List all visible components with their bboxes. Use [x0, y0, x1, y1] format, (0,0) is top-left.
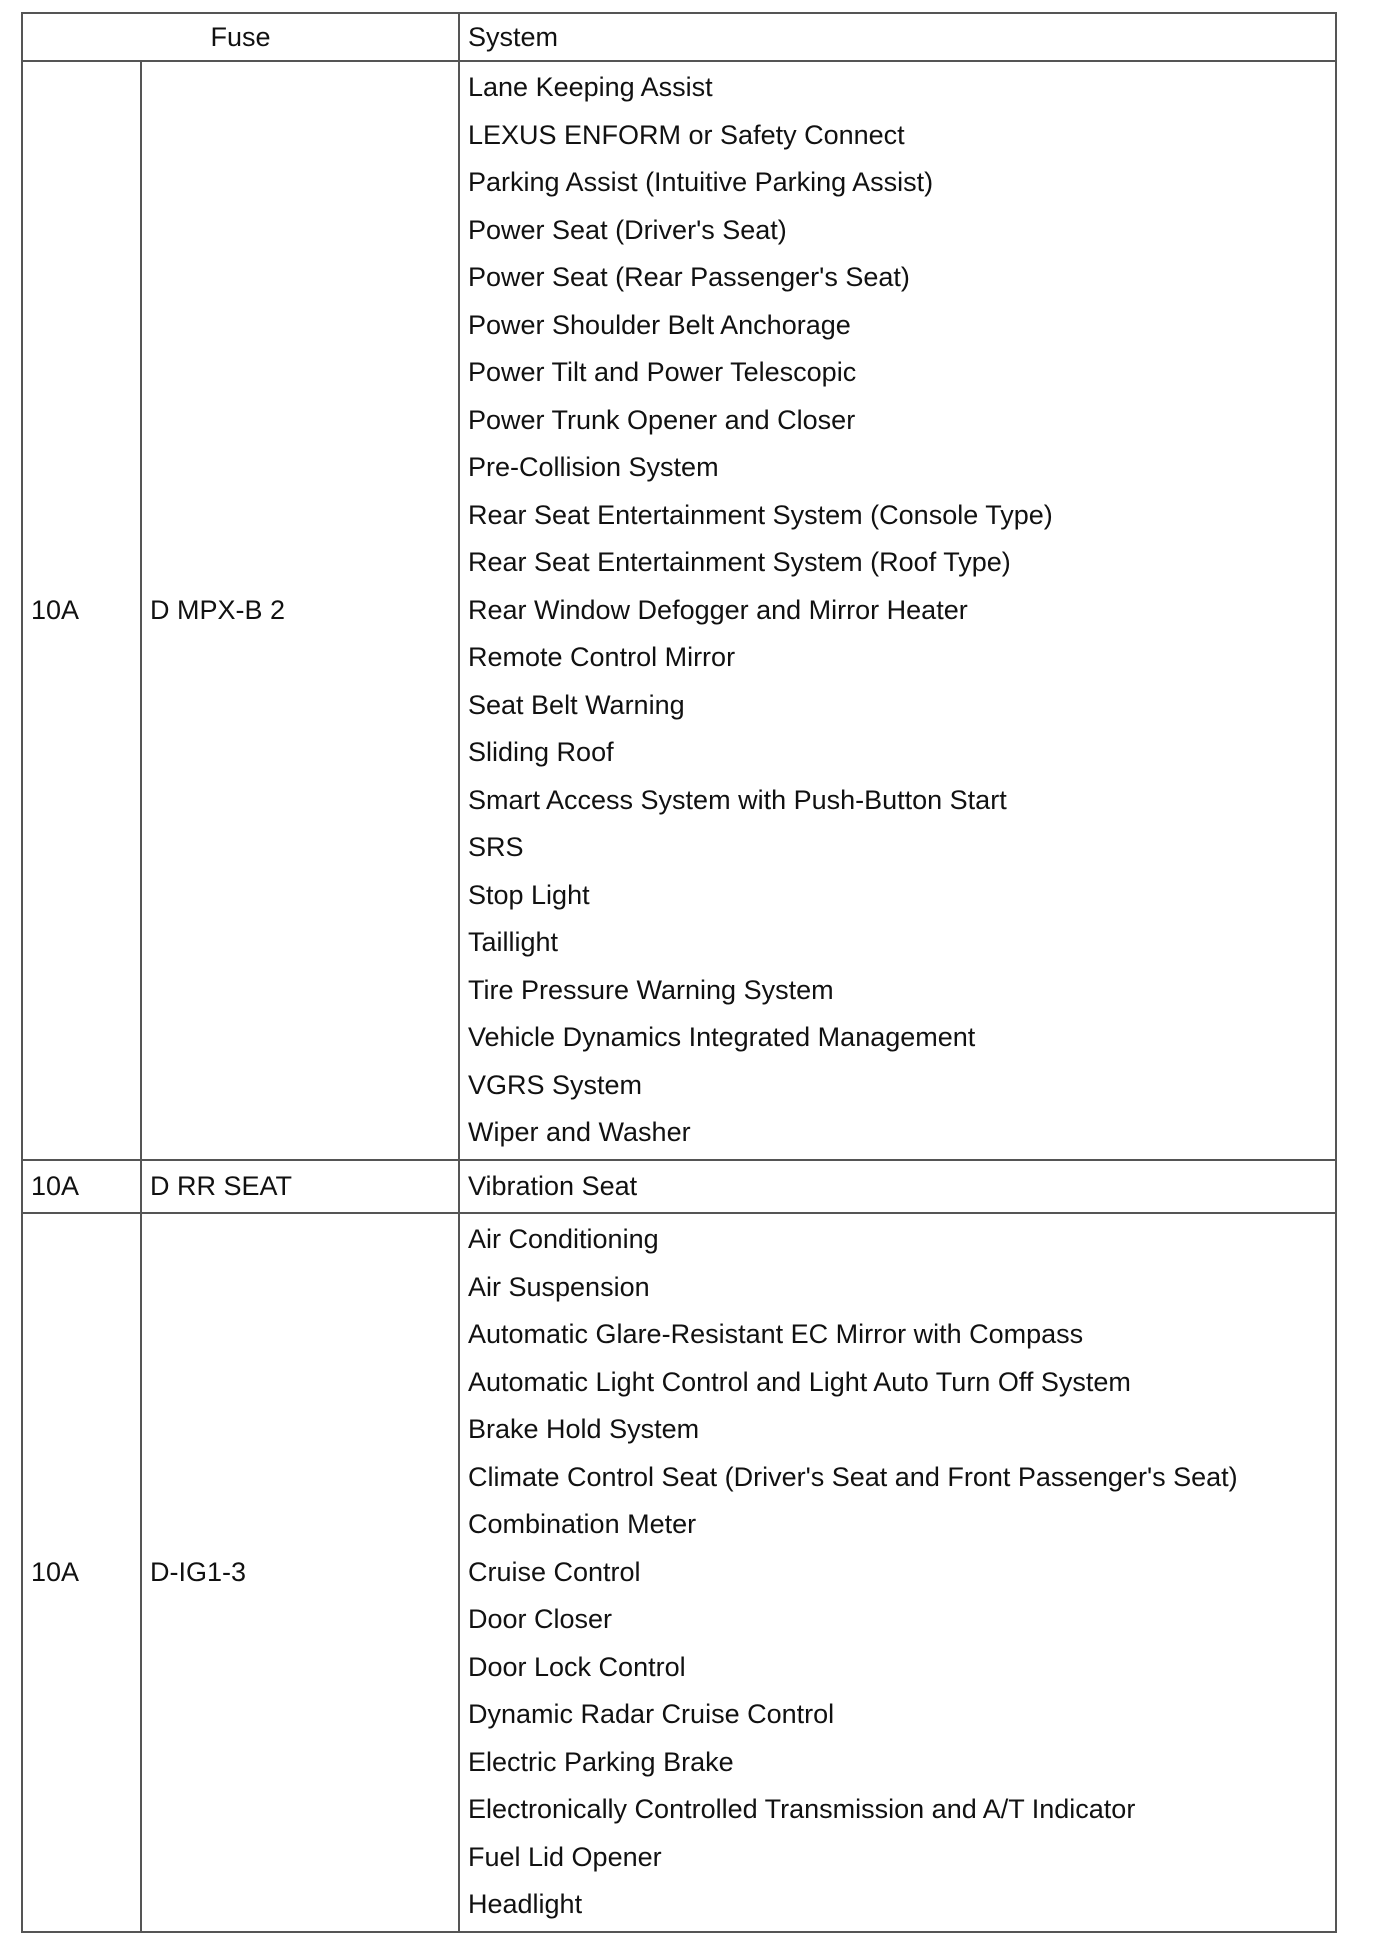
- system-item: Rear Seat Entertainment System (Roof Type): [468, 547, 1011, 577]
- system-item: Air Suspension: [468, 1271, 650, 1302]
- system-item: Fuel Lid Opener: [468, 1841, 662, 1872]
- table-row: [22, 1213, 1336, 1932]
- system-item: SRS: [468, 832, 524, 862]
- system-item: Door Lock Control: [468, 1651, 686, 1682]
- table-body: [22, 61, 1336, 1932]
- system-item: Brake Hold System: [468, 1414, 700, 1444]
- system-item: Power Seat (Driver's Seat): [468, 214, 787, 245]
- system-item: Smart Access System with Push-Button Start: [468, 784, 1007, 815]
- system-item: Remote Control Mirror: [468, 642, 736, 672]
- system-item: Electric Parking Brake: [468, 1746, 734, 1777]
- table-row: [22, 61, 1336, 1160]
- table-row: [22, 1160, 1336, 1214]
- system-item: Vibration Seat: [468, 1170, 638, 1201]
- system-item: Cruise Control: [468, 1556, 641, 1587]
- system-column-header: System: [459, 13, 1336, 61]
- fuse-name: D RR SEAT: [141, 1160, 459, 1214]
- system-item: Power Tilt and Power Telescopic: [468, 357, 857, 387]
- system-item: Headlight: [468, 1889, 583, 1919]
- system-item: Tire Pressure Warning System: [468, 974, 834, 1005]
- system-item: LEXUS ENFORM or Safety Connect: [468, 119, 905, 150]
- system-item: Stop Light: [468, 879, 590, 910]
- system-item: Combination Meter: [468, 1509, 697, 1539]
- system-item: Electronically Controlled Transmission and A/T Indicator: [468, 1794, 1136, 1824]
- system-item: Wiper and Washer: [468, 1117, 691, 1147]
- system-item: Air Conditioning: [468, 1224, 659, 1254]
- fuse-name: D-IG1-3: [141, 1213, 459, 1932]
- system-item: Sliding Roof: [468, 737, 614, 767]
- system-item: Vehicle Dynamics Integrated Management: [468, 1022, 976, 1052]
- fuse-amperage: 10A: [22, 1213, 141, 1932]
- system-list: [459, 61, 1336, 1160]
- fuse-amperage: 10A: [22, 1160, 141, 1214]
- system-item: Power Shoulder Belt Anchorage: [468, 309, 851, 340]
- fuse-system-table: [21, 12, 1337, 1933]
- system-item: Dynamic Radar Cruise Control: [468, 1699, 835, 1729]
- system-item: Taillight: [468, 927, 559, 957]
- system-item: VGRS System: [468, 1069, 643, 1100]
- system-item: Seat Belt Warning: [468, 689, 685, 720]
- system-item: Power Seat (Rear Passenger's Seat): [468, 262, 910, 292]
- fuse-amperage: 10A: [22, 61, 141, 1160]
- system-item: Door Closer: [468, 1604, 613, 1634]
- system-item: Automatic Light Control and Light Auto Turn Off System: [468, 1366, 1131, 1397]
- fuse-name: D MPX-B 2: [141, 61, 459, 1160]
- system-item: Pre-Collision System: [468, 452, 719, 482]
- system-item: Rear Window Defogger and Mirror Heater: [468, 594, 968, 625]
- system-item: Power Trunk Opener and Closer: [468, 404, 856, 435]
- system-item: Climate Control Seat (Driver's Seat and Front Passenger's Seat): [468, 1461, 1238, 1492]
- system-list: [459, 1160, 1336, 1214]
- table-header-row: [22, 13, 1336, 61]
- system-item: Rear Seat Entertainment System (Console Type): [468, 499, 1053, 530]
- fuse-column-header: Fuse: [22, 13, 459, 61]
- system-item: Parking Assist (Intuitive Parking Assist): [468, 167, 934, 197]
- system-list: [459, 1213, 1336, 1932]
- system-item: Automatic Glare-Resistant EC Mirror with Compass: [468, 1319, 1084, 1349]
- system-item: Lane Keeping Assist: [468, 72, 713, 102]
